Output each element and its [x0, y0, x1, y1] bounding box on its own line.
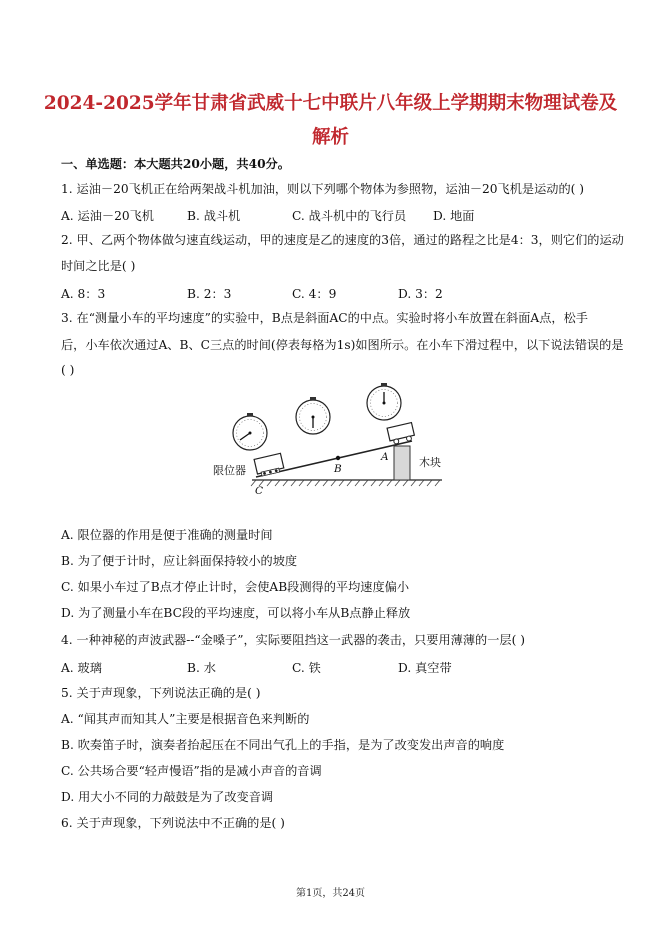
question-3-text-line-2: 后，小车依次通过A、B、C三点的时间(停表每格为1s)如图所示。在小车下滑过程中，以下说法错误的是 — [61, 338, 624, 352]
question-3-option-c: C. 如果小车过了B点才停止计时，会使AB段测得的平均速度偏小 — [61, 580, 410, 594]
label-point-c: C — [255, 485, 264, 497]
page-footer: 第1页，共24页 — [295, 888, 366, 899]
question-5-option-a: A. “闻其声而知其人”主要是根据音色来判断的 — [61, 712, 310, 726]
question-5-option-d: D. 用大小不同的力敲鼓是为了改变音调 — [61, 790, 274, 804]
limiter-with-cart — [254, 453, 284, 477]
question-4-option-c: C. 铁 — [292, 661, 321, 675]
question-4-option-b: B. 水 — [187, 661, 216, 675]
page-title-line-2: 解析 — [311, 127, 349, 148]
question-2-option-a: A. 8：3 — [61, 287, 106, 301]
label-limiter: 限位器 — [213, 464, 246, 477]
question-1-option-c: C. 战斗机中的飞行员 — [292, 209, 407, 223]
question-3-option-b: B. 为了便于计时，应让斜面保持较小的坡度 — [61, 554, 298, 568]
question-1-text: 1. 运油－20飞机正在给两架战斗机加油，则以下列哪个物体为参照物，运油－20飞机是运动的( ) — [61, 182, 585, 196]
ground-hatch — [251, 480, 442, 486]
question-1-option-a: A. 运油－20飞机 — [61, 209, 154, 223]
question-5-text: 5. 关于声现象，下列说法正确的是( ) — [61, 686, 261, 700]
wood-block — [394, 446, 410, 480]
question-5-option-c: C. 公共场合要“轻声慢语”指的是减小声音的音调 — [61, 764, 322, 778]
question-1-option-b: B. 战斗机 — [187, 209, 241, 223]
question-2-text-line-1: 2. 甲、乙两个物体做匀速直线运动，甲的速度是乙的速度的3倍，通过的路程之比是4：3，则它们的运动 — [61, 233, 624, 247]
point-b-marker — [336, 456, 340, 460]
stopwatch-icon — [233, 413, 267, 450]
label-point-b: B — [334, 463, 342, 475]
question-2-option-d: D. 3：2 — [398, 287, 443, 301]
question-3-text-line-3: ( ) — [61, 363, 75, 377]
label-point-a: A — [381, 451, 389, 463]
question-4-text: 4. 一种神秘的声波武器--“金嗓子”，实际要阻挡这一武器的袭击，只要用薄薄的一层( ) — [61, 633, 525, 647]
incline-experiment-figure — [212, 380, 472, 510]
question-6-text: 6. 关于声现象，下列说法中不正确的是( ) — [61, 816, 285, 830]
question-2-option-c: C. 4：9 — [292, 287, 337, 301]
question-3-option-a: A. 限位器的作用是便于准确的测量时间 — [61, 528, 273, 542]
question-4-option-a: A. 玻璃 — [61, 661, 102, 675]
question-2-text-line-2: 时间之比是( ) — [61, 259, 136, 273]
page-title-line-1: 2024-2025学年甘肃省武威十七中联片八年级上学期期末物理试卷及 — [43, 93, 618, 114]
stopwatch-icon — [367, 383, 401, 420]
question-5-option-b: B. 吹奏笛子时，演奏者抬起压在不同出气孔上的手指，是为了改变发出声音的响度 — [61, 738, 505, 752]
question-3-text-line-1: 3. 在“测量小车的平均速度”的实验中，B点是斜面AC的中点。实验时将小车放置在斜面A点，松手 — [61, 311, 588, 325]
stopwatch-icon — [296, 397, 330, 434]
question-3-option-d: D. 为了测量小车在BC段的平均速度，可以将小车从B点静止释放 — [61, 606, 411, 620]
question-1-option-d: D. 地面 — [433, 209, 475, 223]
label-wood-block: 木块 — [419, 456, 441, 469]
question-2-option-b: B. 2：3 — [187, 287, 232, 301]
section-heading: 一、单选题：本大题共20小题，共40分。 — [61, 157, 290, 171]
question-4-option-d: D. 真空带 — [398, 661, 452, 675]
